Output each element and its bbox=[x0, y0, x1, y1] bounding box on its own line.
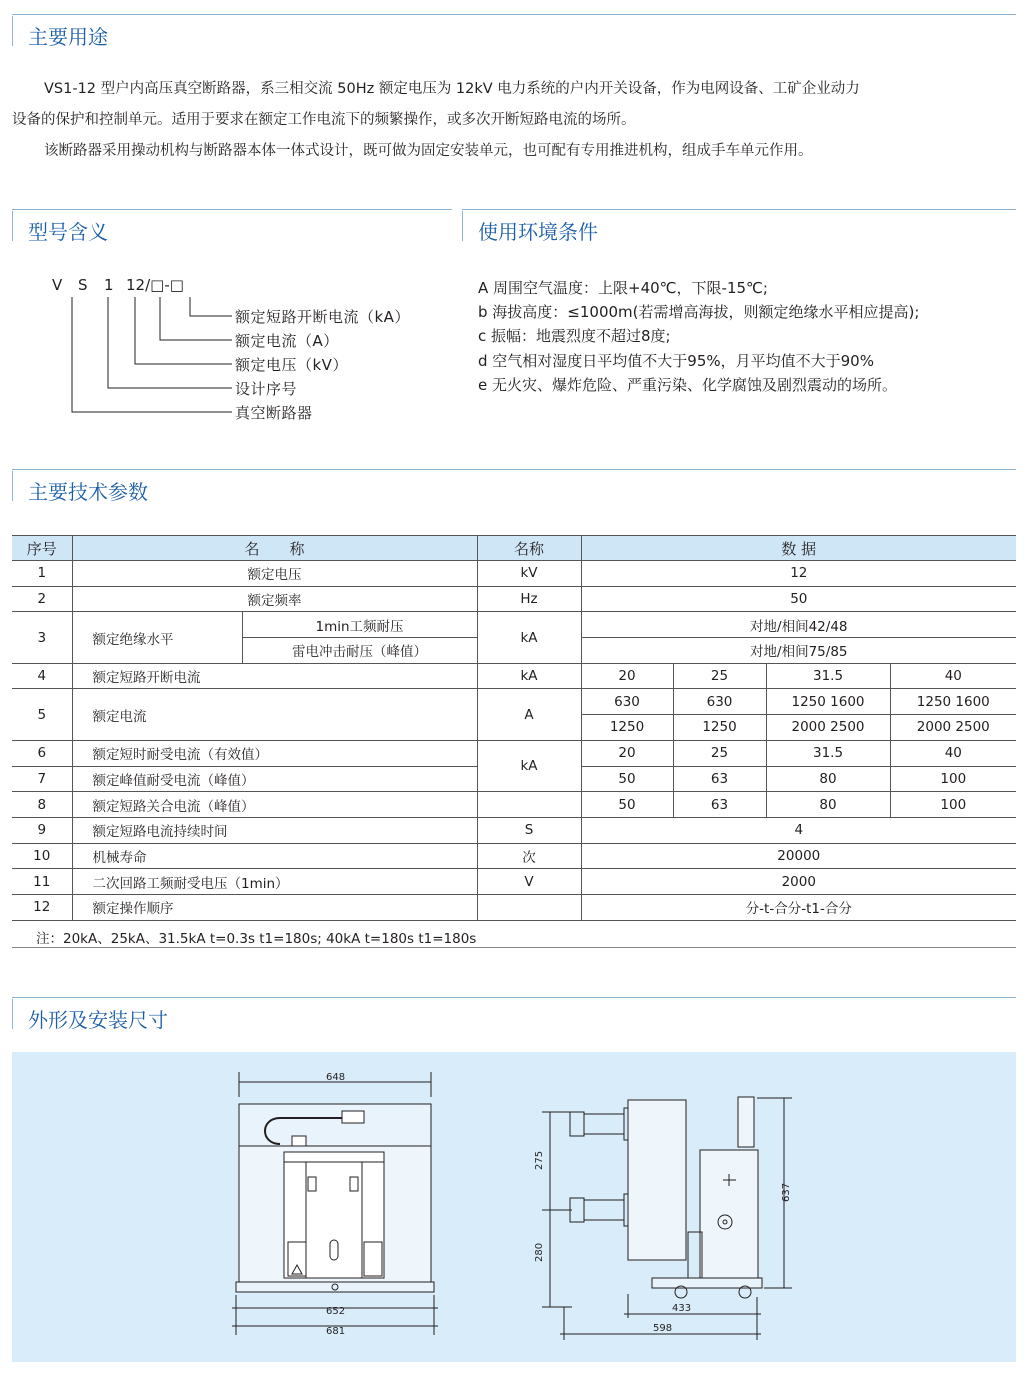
table-row bbox=[12, 663, 1016, 689]
row-name: 额定绝缘水平 bbox=[72, 612, 242, 663]
table-row bbox=[12, 792, 1016, 818]
row-no: 7 bbox=[12, 766, 72, 792]
header-no: 序号 bbox=[12, 536, 72, 561]
table-row bbox=[12, 740, 1016, 766]
row-unit: kA bbox=[477, 740, 581, 791]
front-view bbox=[232, 1072, 438, 1335]
row-no: 5 bbox=[12, 689, 72, 740]
row-no: 3 bbox=[12, 612, 72, 663]
row-no: 1 bbox=[12, 561, 72, 587]
env-item: e 无火灾、爆炸危险、严重污染、化学腐蚀及剧烈震动的场所。 bbox=[478, 376, 897, 394]
row-value: 1250 1600 bbox=[766, 689, 890, 715]
row-unit: kA bbox=[477, 663, 581, 689]
row-no: 10 bbox=[12, 843, 72, 869]
model-label-design-no: 设计序号 bbox=[235, 380, 298, 398]
row-value: 80 bbox=[766, 792, 890, 818]
row-name: 机械寿命 bbox=[72, 843, 477, 869]
row-value: 31.5 bbox=[766, 663, 890, 689]
row-name: 额定电流 bbox=[72, 689, 477, 740]
row-value: 630 bbox=[673, 689, 766, 715]
row-value: 20 bbox=[581, 740, 673, 766]
row-value: 50 bbox=[581, 586, 1016, 612]
row-unit: S bbox=[477, 817, 581, 843]
row-value: 40 bbox=[890, 740, 1016, 766]
row-value: 20 bbox=[581, 663, 673, 689]
dim-side-outer: 598 bbox=[653, 1323, 673, 1334]
row-value: 对地/相间42/48 bbox=[581, 612, 1016, 638]
table-row bbox=[12, 817, 1016, 843]
side-view bbox=[542, 1097, 792, 1340]
dim-front-top: 648 bbox=[326, 1072, 346, 1083]
model-label-breaking-current: 额定短路开断电流（kA） bbox=[235, 308, 410, 326]
row-name: 额定峰值耐受电流（峰值） bbox=[72, 766, 477, 792]
header-data: 数 据 bbox=[581, 536, 1016, 561]
row-value: 1250 bbox=[581, 715, 673, 741]
row-value: 80 bbox=[766, 766, 890, 792]
row-name: 二次回路工频耐受电压（1min） bbox=[72, 869, 477, 895]
section-title: 型号含义 bbox=[28, 220, 108, 244]
dim-front-bottom: 681 bbox=[326, 1326, 346, 1337]
row-no: 4 bbox=[12, 663, 72, 689]
row-value: 31.5 bbox=[766, 740, 890, 766]
row-value: 20000 bbox=[581, 843, 1016, 869]
row-name: 额定电压 bbox=[72, 561, 477, 587]
dim-side-inner: 433 bbox=[672, 1303, 692, 1314]
table-row bbox=[12, 894, 1016, 920]
usage-line: 该断路器采用操动机构与断路器本体一体式设计，既可做为固定安装单元，也可配有专用推进机构，组成手车单元作用。 bbox=[44, 143, 813, 159]
divider bbox=[12, 947, 1016, 948]
row-value: 25 bbox=[673, 663, 766, 689]
row-value: 分-t-合分-t1-合分 bbox=[581, 894, 1016, 920]
env-item: c 振幅：地震烈度不超过8度; bbox=[478, 327, 671, 345]
row-name: 额定短时耐受电流（有效值） bbox=[72, 740, 477, 766]
row-value: 1250 bbox=[673, 715, 766, 741]
row-value: 2000 2500 bbox=[890, 715, 1016, 741]
table-row bbox=[12, 612, 1016, 638]
row-unit: 次 bbox=[477, 843, 581, 869]
model-code-s: S bbox=[78, 276, 88, 294]
row-name: 额定频率 bbox=[72, 586, 477, 612]
row-value: 50 bbox=[581, 766, 673, 792]
row-value: 2000 bbox=[581, 869, 1016, 895]
row-no: 8 bbox=[12, 792, 72, 818]
table-row bbox=[12, 869, 1016, 895]
row-unit: Hz bbox=[477, 586, 581, 612]
row-name: 额定操作顺序 bbox=[72, 894, 477, 920]
row-no: 2 bbox=[12, 586, 72, 612]
row-value: 4 bbox=[581, 817, 1016, 843]
dimension-drawing-panel bbox=[12, 1052, 1016, 1362]
model-code-rest: 12/□-□ bbox=[126, 276, 184, 294]
dimension-drawings bbox=[12, 1052, 1016, 1362]
model-label-rated-current: 额定电流（A） bbox=[235, 332, 339, 350]
row-value: 630 bbox=[581, 689, 673, 715]
model-connector-lines bbox=[0, 0, 240, 430]
row-value: 100 bbox=[890, 792, 1016, 818]
dim-front-mid: 652 bbox=[326, 1306, 346, 1317]
row-name: 额定短路开断电流 bbox=[72, 663, 477, 689]
row-value: 100 bbox=[890, 766, 1016, 792]
row-value: 对地/相间75/85 bbox=[581, 638, 1016, 664]
row-unit: kA bbox=[477, 612, 581, 663]
row-unit: V bbox=[477, 869, 581, 895]
row-unit: kV bbox=[477, 561, 581, 587]
table-note: 注：20kA、25kA、31.5kA t=0.3s t1=180s; 40kA t=180s t1=180s bbox=[36, 931, 477, 947]
parameters-table bbox=[12, 535, 1016, 921]
row-subname: 雷电冲击耐压（峰值） bbox=[242, 638, 477, 664]
model-code-series: 1 bbox=[104, 276, 114, 294]
row-no: 9 bbox=[12, 817, 72, 843]
table-row bbox=[12, 689, 1016, 715]
usage-line: 设备的保护和控制单元。适用于要求在额定工作电流下的频繁操作，或多次开断短路电流的场所。 bbox=[12, 112, 636, 128]
env-item: d 空气相对湿度日平均值不大于95%，月平均值不大于90% bbox=[478, 352, 874, 370]
table-row bbox=[12, 843, 1016, 869]
row-name: 额定短路关合电流（峰值） bbox=[72, 792, 477, 818]
dim-side-upper: 275 bbox=[534, 1150, 545, 1170]
header-unit: 名称 bbox=[477, 536, 581, 561]
row-unit: A bbox=[477, 689, 581, 740]
row-value: 12 bbox=[581, 561, 1016, 587]
env-item: b 海拔高度：≤1000m(若需增高海拔，则额定绝缘水平相应提高); bbox=[478, 303, 920, 321]
row-no: 6 bbox=[12, 740, 72, 766]
section-title: 主要技术参数 bbox=[28, 480, 148, 504]
row-subname: 1min工频耐压 bbox=[242, 612, 477, 638]
row-value: 1250 1600 bbox=[890, 689, 1016, 715]
row-value: 63 bbox=[673, 766, 766, 792]
table-row bbox=[12, 586, 1016, 612]
row-no: 11 bbox=[12, 869, 72, 895]
table-row bbox=[12, 561, 1016, 587]
usage-line: VS1-12 型户内高压真空断路器，系三相交流 50Hz 额定电压为 12kV 电力系统的户内开关设备，作为电网设备、工矿企业动力 bbox=[44, 81, 860, 97]
row-value: 25 bbox=[673, 740, 766, 766]
table-header-row bbox=[12, 536, 1016, 561]
env-item: A 周围空气温度：上限+40℃，下限-15℃; bbox=[478, 279, 768, 297]
row-value: 50 bbox=[581, 792, 673, 818]
header-name: 名 称 bbox=[72, 536, 477, 561]
row-unit bbox=[477, 894, 581, 920]
section-title: 主要用途 bbox=[28, 25, 108, 49]
model-label-rated-voltage: 额定电压（kV） bbox=[235, 356, 348, 374]
dim-side-height: 637 bbox=[781, 1182, 792, 1202]
section-title: 使用环境条件 bbox=[478, 220, 598, 244]
model-code-v: V bbox=[52, 276, 63, 294]
row-value: 2000 2500 bbox=[766, 715, 890, 741]
model-label-vacuum-breaker: 真空断路器 bbox=[235, 404, 313, 422]
row-name: 额定短路电流持续时间 bbox=[72, 817, 477, 843]
row-value: 40 bbox=[890, 663, 1016, 689]
dim-side-lower: 280 bbox=[534, 1242, 545, 1262]
row-value: 63 bbox=[673, 792, 766, 818]
row-unit bbox=[477, 792, 581, 818]
row-no: 12 bbox=[12, 894, 72, 920]
section-title: 外形及安装尺寸 bbox=[28, 1008, 168, 1032]
